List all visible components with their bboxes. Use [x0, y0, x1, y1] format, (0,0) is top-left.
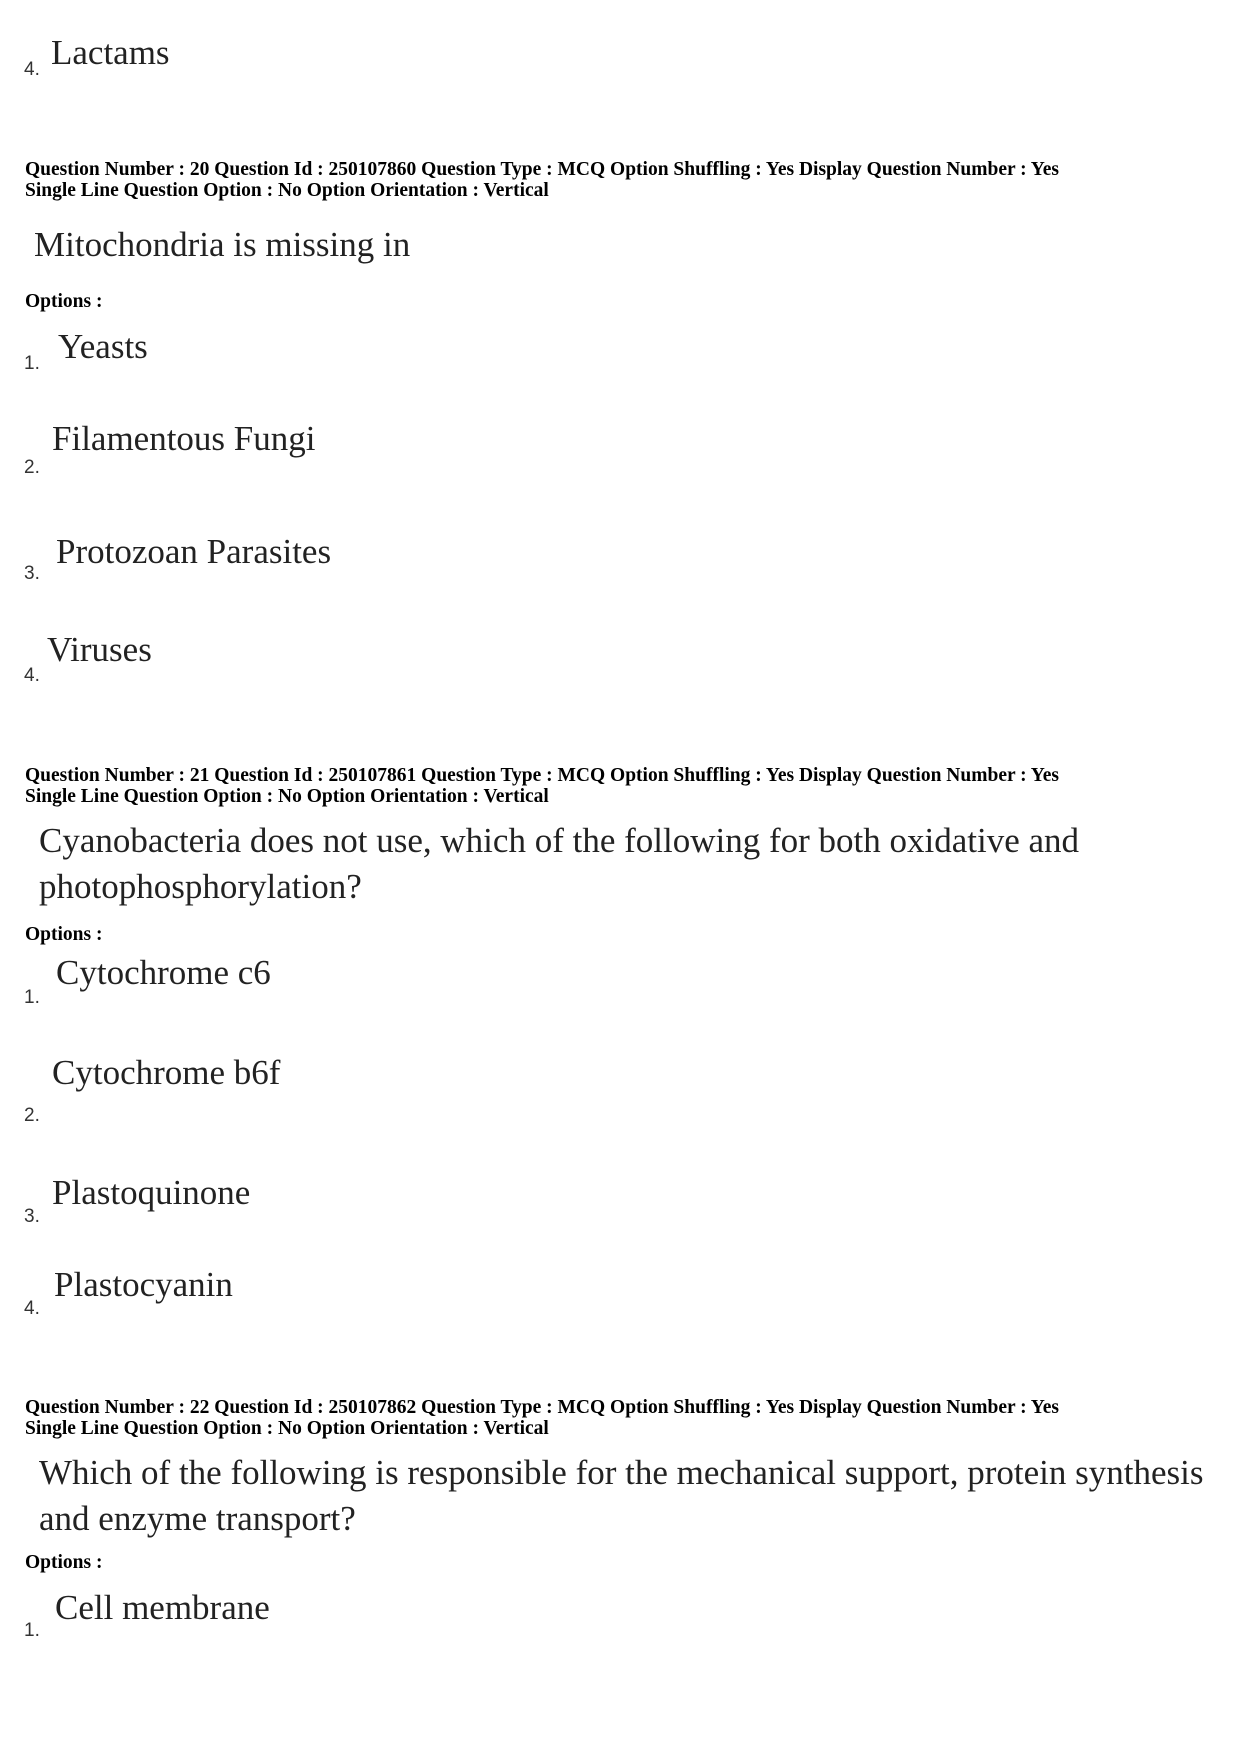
option-number: 1.	[24, 1620, 40, 1641]
option-number: 4.	[24, 1298, 40, 1319]
question-22-text	[39, 1450, 1207, 1542]
option-text[interactable]: Lactams	[51, 33, 170, 72]
option-number: 3.	[24, 1206, 40, 1227]
question-meta-line: Single Line Question Option : No Option Orientation : Vertical	[25, 1418, 549, 1439]
option-text[interactable]: Cytochrome c6	[56, 953, 271, 992]
option-text[interactable]: Cell membrane	[55, 1588, 270, 1627]
question-22-meta	[25, 1397, 1059, 1439]
option-text[interactable]: Protozoan Parasites	[56, 532, 332, 571]
question-20-meta	[25, 159, 1059, 201]
question-meta-line: Question Number : 20 Question Id : 250107860 Question Type : MCQ Option Shuffling : Yes Display Question Number : Yes	[25, 159, 1059, 180]
option-text[interactable]: Plastoquinone	[52, 1173, 251, 1212]
question-text-line: Which of the following is responsible for the mechanical support, protein synthesis	[39, 1453, 1204, 1492]
option-number: 4.	[24, 665, 40, 686]
option-text[interactable]: Plastocyanin	[54, 1265, 233, 1304]
question-21-text	[39, 818, 1207, 910]
option-text[interactable]: Viruses	[47, 630, 152, 669]
question-21-meta	[25, 765, 1059, 807]
option-text[interactable]: Yeasts	[58, 327, 148, 366]
option-text[interactable]: Cytochrome b6f	[52, 1053, 281, 1092]
question-meta-line: Question Number : 22 Question Id : 250107862 Question Type : MCQ Option Shuffling : Yes Display Question Number : Yes	[25, 1397, 1059, 1418]
options-label: Options :	[25, 291, 103, 312]
option-number: 4.	[24, 59, 40, 80]
option-number: 2.	[24, 457, 40, 478]
question-meta-line: Question Number : 21 Question Id : 250107861 Question Type : MCQ Option Shuffling : Yes Display Question Number : Yes	[25, 765, 1059, 786]
question-text-line: and enzyme transport?	[39, 1499, 356, 1538]
options-label: Options :	[25, 1552, 103, 1573]
option-number: 1.	[24, 987, 40, 1008]
question-20-text: Mitochondria is missing in	[34, 225, 411, 264]
question-meta-line: Single Line Question Option : No Option Orientation : Vertical	[25, 180, 549, 201]
question-text-line: photophosphorylation?	[39, 867, 362, 906]
option-text[interactable]: Filamentous Fungi	[52, 419, 316, 458]
question-meta-line: Single Line Question Option : No Option Orientation : Vertical	[25, 786, 549, 807]
option-number: 2.	[24, 1105, 40, 1126]
question-text-line: Cyanobacteria does not use, which of the following for both oxidative and	[39, 821, 1080, 860]
option-number: 1.	[24, 353, 40, 374]
option-number: 3.	[24, 563, 40, 584]
options-label: Options :	[25, 924, 103, 945]
